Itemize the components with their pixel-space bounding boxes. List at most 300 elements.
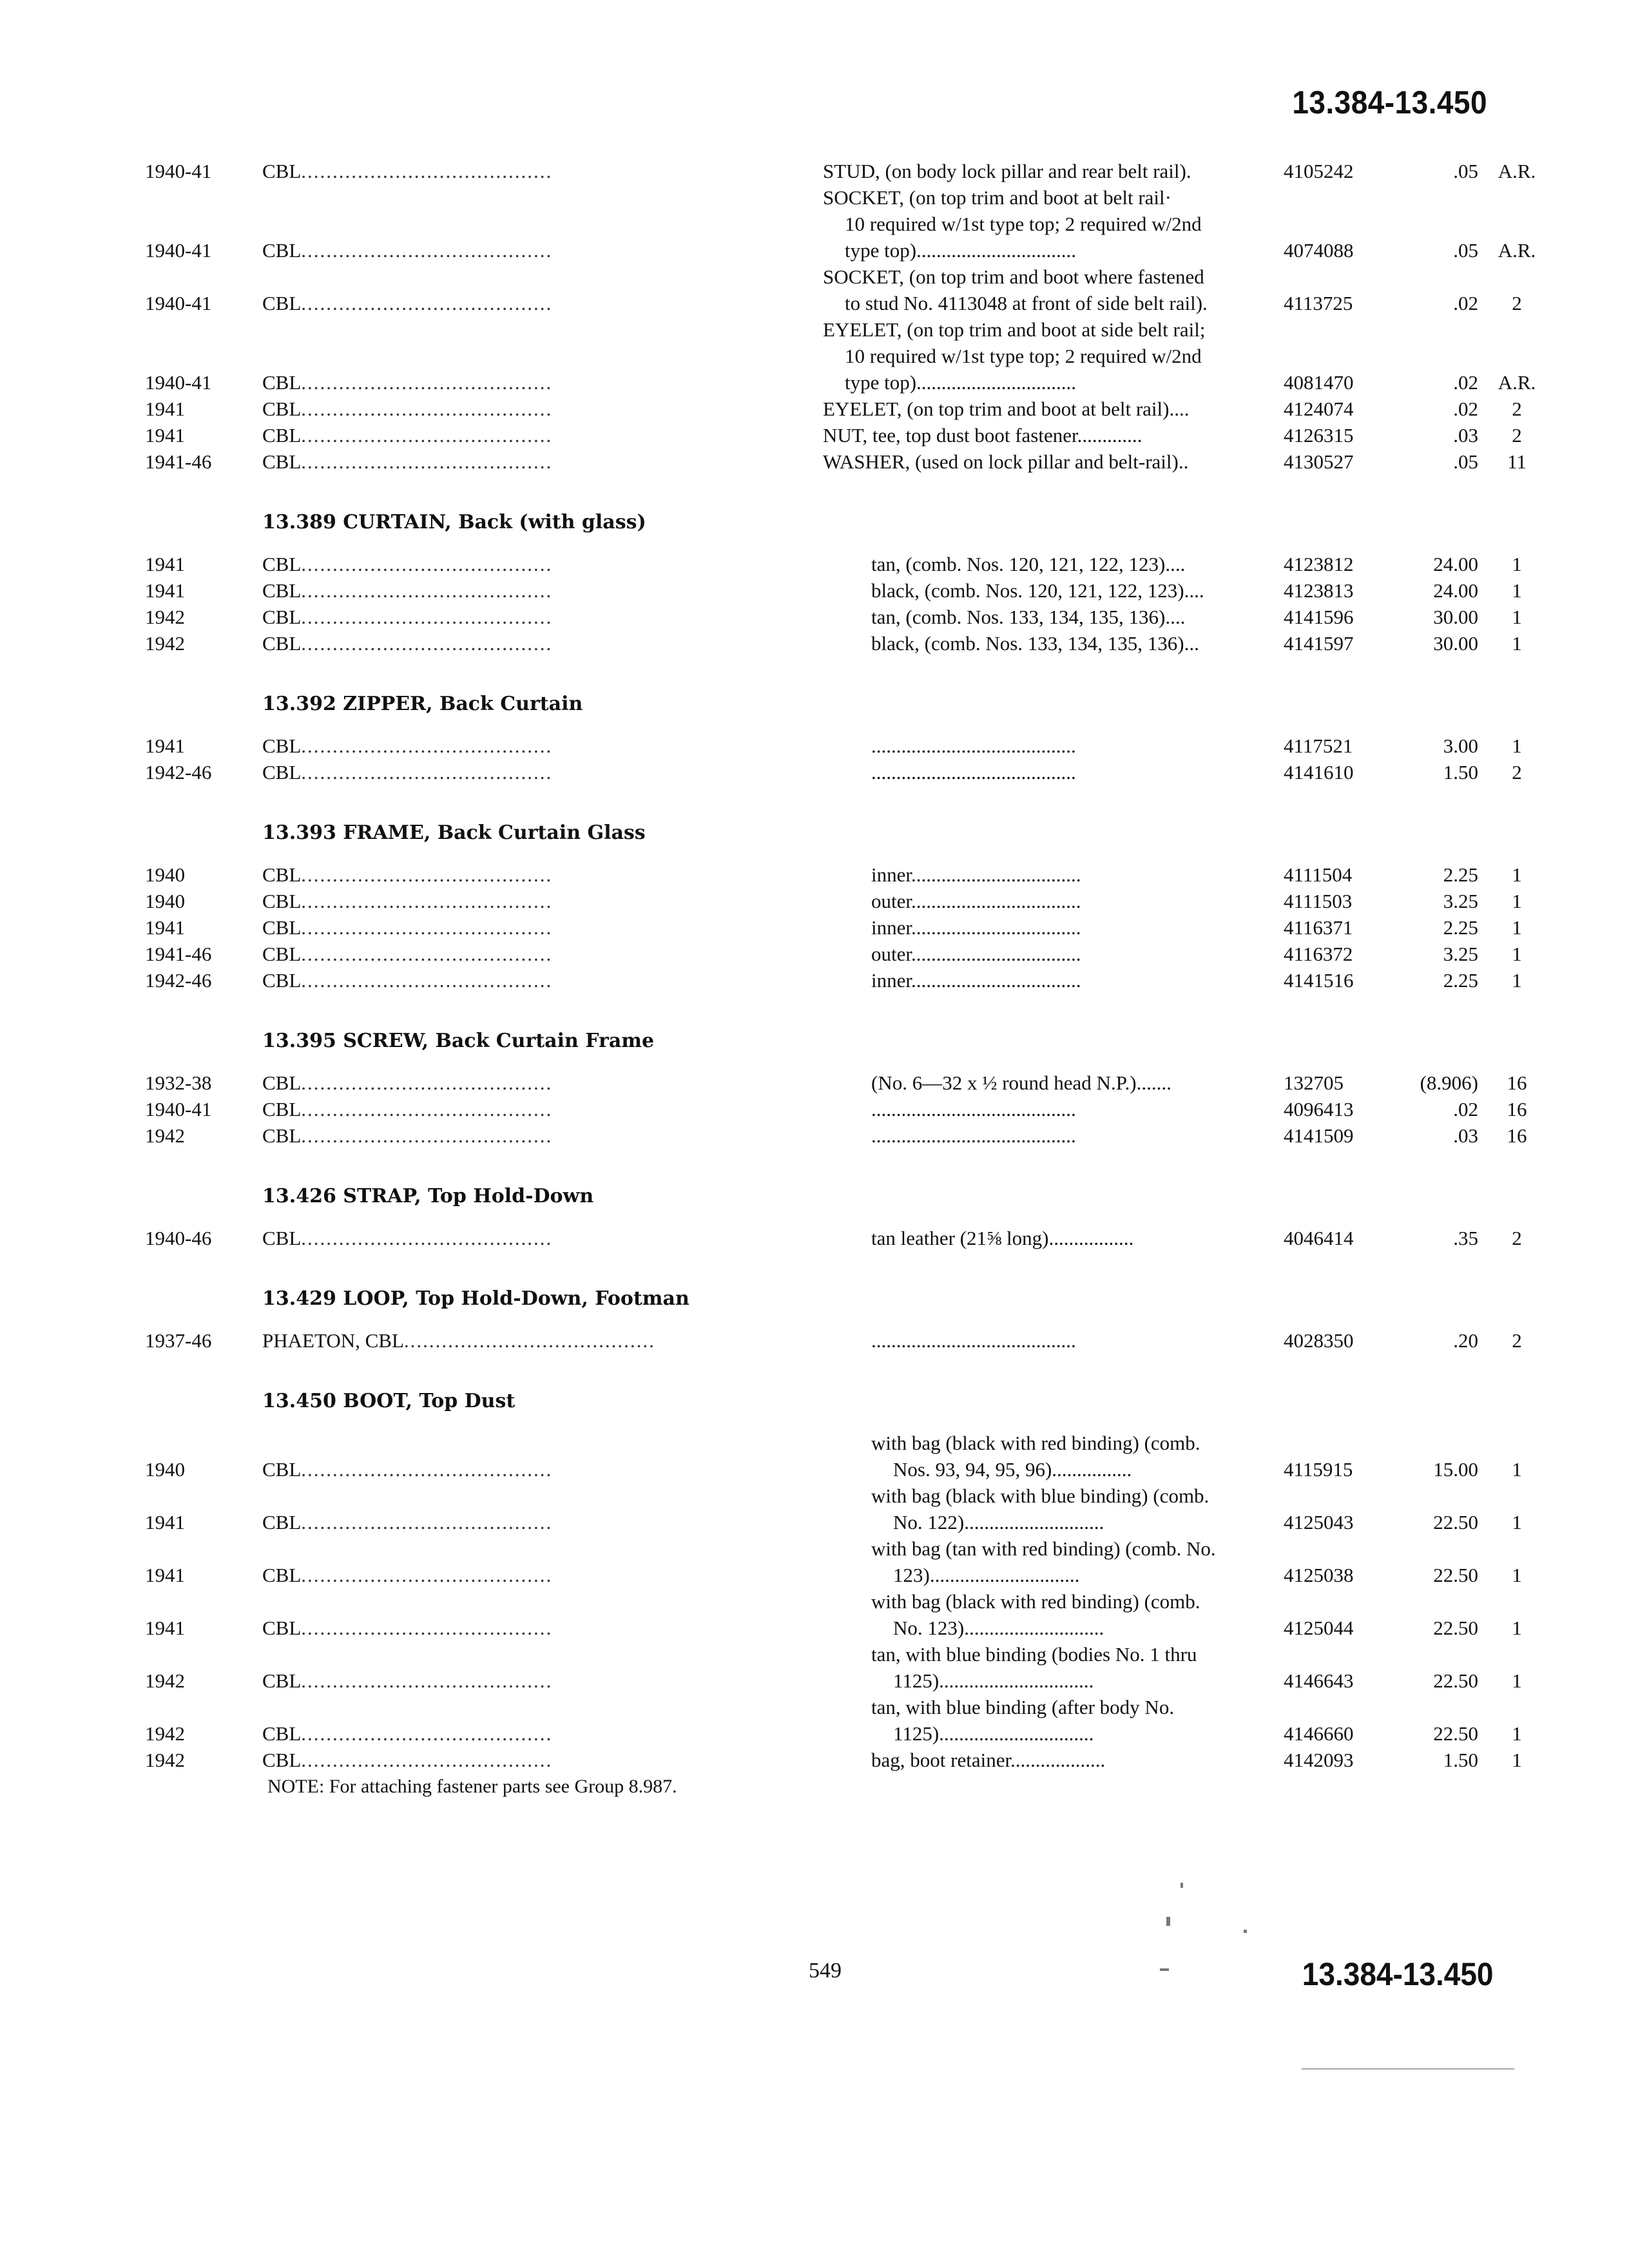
model-cell: [262, 577, 823, 604]
description-cell: [823, 448, 1284, 475]
leader-dots: ........................................: [301, 1458, 553, 1481]
quantity-cell: 1: [1512, 553, 1522, 575]
model-text: CBL: [262, 1124, 302, 1147]
parts-row: [145, 264, 1522, 316]
model-text: CBL: [262, 890, 302, 912]
quantity-cell: 1: [1512, 863, 1522, 886]
leader-dots: ........................................: [301, 371, 553, 394]
leader-dots: ........................................: [301, 160, 553, 182]
description-line: tan, with blue binding (bodies No. 1 thru: [871, 1643, 1197, 1666]
description-line: EYELET, (on top trim and boot at side belt rail;: [823, 318, 1206, 341]
model-cell: [262, 1747, 823, 1773]
model-text: CBL: [262, 1072, 302, 1094]
year-cell: 1942: [145, 606, 185, 628]
section-spacer: [145, 1354, 1492, 1387]
model-text: CBL: [262, 239, 302, 262]
price-cell: .35: [1453, 1227, 1478, 1249]
description-line: tan, (comb. Nos. 120, 121, 122, 123)....: [871, 553, 1186, 575]
description-line: type top)................................: [845, 371, 1077, 394]
part-number-cell: 4046414: [1284, 1227, 1354, 1249]
model-text: CBL: [262, 398, 302, 420]
model-text: CBL: [262, 969, 302, 992]
price-cell: 22.50: [1433, 1564, 1478, 1586]
description-line: 10 required w/1st type top; 2 required w/2nd: [845, 213, 1202, 235]
model-cell: [262, 888, 823, 914]
parts-section: [145, 1149, 1522, 1251]
model-text: CBL: [262, 1669, 302, 1692]
description-cell: [823, 914, 1284, 941]
model-text: CBL: [262, 943, 302, 965]
parts-row: [145, 1747, 1522, 1773]
quantity-cell: 1: [1512, 890, 1522, 912]
year-cell: 1940: [145, 1458, 185, 1481]
part-number-cell: 4123812: [1284, 553, 1354, 575]
description-line: tan leather (21⅝ long).................: [871, 1227, 1134, 1249]
part-number-cell: 132705: [1284, 1072, 1344, 1094]
part-number-cell: 4125038: [1284, 1564, 1354, 1586]
leader-dots: ........................................: [301, 606, 553, 628]
model-text: PHAETON, CBL: [262, 1329, 404, 1352]
model-cell: [262, 604, 823, 630]
scan-speck: [1166, 1917, 1170, 1926]
price-cell: .05: [1453, 450, 1478, 473]
model-text: CBL: [262, 1617, 302, 1639]
description-cell: [823, 551, 1284, 577]
part-number-cell: 4113725: [1284, 292, 1353, 314]
part-number-cell: 4116371: [1284, 916, 1353, 939]
quantity-cell: 1: [1512, 1511, 1522, 1533]
quantity-cell: 1: [1512, 1669, 1522, 1692]
quantity-cell: 11: [1507, 450, 1527, 473]
quantity-cell: 1: [1512, 632, 1522, 655]
description-cell: [823, 1070, 1284, 1096]
quantity-cell: 1: [1512, 735, 1522, 757]
model-cell: [262, 759, 823, 785]
description-line: with bag (tan with red binding) (comb. No.: [871, 1537, 1216, 1560]
parts-row: [145, 448, 1527, 475]
year-cell: 1940-41: [145, 1098, 212, 1120]
page-footer-range: 13.384-13.450: [1302, 1956, 1494, 1992]
quantity-cell: 1: [1512, 606, 1522, 628]
section-title: 13.395 SCREW, Back Curtain Frame: [262, 1030, 655, 1052]
section-spacer: [145, 994, 1492, 1027]
description-cell: [823, 577, 1284, 604]
part-number-cell: 4116372: [1284, 943, 1353, 965]
parts-row: [145, 316, 1536, 396]
year-cell: 1941: [145, 1511, 185, 1533]
leader-dots: ........................................: [301, 1098, 553, 1120]
parts-section: [145, 475, 1522, 657]
price-cell: 3.25: [1443, 943, 1478, 965]
part-number-cell: 4124074: [1284, 398, 1354, 420]
price-cell: 3.00: [1443, 735, 1478, 757]
model-cell: [262, 158, 823, 184]
price-cell: 24.00: [1433, 579, 1478, 602]
description-cell: [823, 422, 1284, 448]
model-cell: [262, 1562, 823, 1588]
model-text: CBL: [262, 1098, 302, 1120]
scan-speck: [1160, 1968, 1169, 1971]
model-cell: [262, 967, 823, 994]
price-cell: 2.25: [1443, 863, 1478, 886]
description-cell: [823, 1122, 1284, 1149]
price-cell: 22.50: [1433, 1511, 1478, 1533]
year-cell: 1941-46: [145, 450, 212, 473]
model-text: CBL: [262, 579, 302, 602]
description-cell: [823, 1327, 1284, 1354]
parts-row: [145, 1694, 1522, 1747]
description-line: black, (comb. Nos. 120, 121, 122, 123)....: [871, 579, 1204, 602]
price-cell: 22.50: [1433, 1722, 1478, 1745]
page-number: 549: [809, 1959, 842, 1983]
description-cell: [823, 396, 1284, 422]
section-spacer: [145, 475, 1492, 508]
description-cell: [823, 1483, 1284, 1535]
part-number-cell: 4141516: [1284, 969, 1354, 992]
leader-dots: ........................................: [301, 450, 553, 473]
model-cell: [262, 914, 823, 941]
section-title: 13.389 CURTAIN, Back (with glass): [262, 511, 646, 533]
parts-row: [145, 1535, 1522, 1588]
model-text: CBL: [262, 553, 302, 575]
description-line: No. 122)............................: [893, 1511, 1104, 1533]
year-cell: 1942: [145, 1749, 185, 1771]
model-cell: [262, 290, 823, 316]
model-text: CBL: [262, 1749, 302, 1771]
leader-dots: ........................................: [403, 1329, 655, 1352]
model-cell: [262, 1667, 823, 1694]
description-line: bag, boot retainer...................: [871, 1749, 1106, 1771]
description-line: STUD, (on body lock pillar and rear belt rail).: [823, 160, 1191, 182]
description-line: tan, (comb. Nos. 133, 134, 135, 136)....: [871, 606, 1186, 628]
quantity-cell: 1: [1512, 1749, 1522, 1771]
quantity-cell: 16: [1507, 1124, 1527, 1147]
description-cell: [823, 733, 1284, 759]
quantity-cell: A.R.: [1498, 160, 1536, 182]
leader-dots: ........................................: [301, 424, 553, 447]
part-number-cell: 4146643: [1284, 1669, 1354, 1692]
model-cell: [262, 1225, 823, 1251]
year-cell: 1940-41: [145, 239, 212, 262]
year-cell: 1940: [145, 863, 185, 886]
description-cell: [823, 1096, 1284, 1122]
part-number-cell: 4081470: [1284, 371, 1354, 394]
model-cell: [262, 1456, 823, 1483]
model-cell: [262, 551, 823, 577]
price-cell: .20: [1453, 1329, 1478, 1352]
price-cell: 22.50: [1433, 1669, 1478, 1692]
price-cell: 2.25: [1443, 916, 1478, 939]
model-text: CBL: [262, 1227, 302, 1249]
year-cell: 1942-46: [145, 761, 212, 783]
model-cell: [262, 1096, 823, 1122]
model-text: CBL: [262, 371, 302, 394]
parts-row: [145, 630, 1522, 657]
year-cell: 1942: [145, 1124, 185, 1147]
description-cell: [823, 184, 1284, 264]
year-cell: 1941: [145, 735, 185, 757]
scan-speck: [1181, 1883, 1183, 1888]
parts-section: [145, 1354, 1522, 1773]
year-cell: 1941: [145, 916, 185, 939]
part-number-cell: 4123813: [1284, 579, 1354, 602]
parts-row: [145, 1483, 1522, 1535]
parts-row: [145, 604, 1522, 630]
leader-dots: ........................................: [301, 735, 553, 757]
model-cell: [262, 1509, 823, 1535]
price-cell: 24.00: [1433, 553, 1478, 575]
description-line: SOCKET, (on top trim and boot where fastened: [823, 265, 1204, 288]
year-cell: 1941-46: [145, 943, 212, 965]
quantity-cell: 16: [1507, 1072, 1527, 1094]
leader-dots: ........................................: [301, 1722, 553, 1745]
year-cell: 1941: [145, 1564, 185, 1586]
year-cell: 1940-41: [145, 292, 212, 314]
parts-row: [145, 1070, 1527, 1096]
parts-row: [145, 941, 1522, 967]
leader-dots: ........................................: [301, 1749, 553, 1771]
description-line: tan, with blue binding (after body No.: [871, 1696, 1175, 1718]
description-cell: [823, 1641, 1284, 1694]
quantity-cell: 2: [1512, 424, 1522, 447]
description-line: (No. 6—32 x ½ round head N.P.).......: [871, 1072, 1171, 1094]
parts-section: [145, 994, 1527, 1149]
leader-dots: ........................................: [301, 1511, 553, 1533]
parts-row: [145, 914, 1522, 941]
model-text: CBL: [262, 1458, 302, 1481]
year-cell: 1940-41: [145, 160, 212, 182]
description-line: .........................................: [871, 761, 1076, 783]
year-cell: 1942: [145, 1722, 185, 1745]
description-line: black, (comb. Nos. 133, 134, 135, 136)...: [871, 632, 1199, 655]
leader-dots: ........................................: [301, 1072, 553, 1094]
parts-row: [145, 396, 1522, 422]
parts-row: [145, 1327, 1522, 1354]
description-line: No. 123)............................: [893, 1617, 1104, 1639]
section-title: 13.429 LOOP, Top Hold-Down, Footman: [262, 1287, 689, 1310]
parts-row: [145, 888, 1522, 914]
model-cell: [262, 448, 823, 475]
quantity-cell: 1: [1512, 1458, 1522, 1481]
model-text: CBL: [262, 1564, 302, 1586]
scan-speck: [1244, 1930, 1247, 1933]
year-cell: 1937-46: [145, 1329, 212, 1352]
description-line: inner..................................: [871, 916, 1081, 939]
model-cell: [262, 630, 823, 657]
quantity-cell: 2: [1512, 292, 1522, 314]
model-cell: [262, 1122, 823, 1149]
parts-section: [145, 657, 1522, 785]
part-number-cell: 4142093: [1284, 1749, 1354, 1771]
section-spacer: [145, 1149, 1492, 1182]
model-text: CBL: [262, 1511, 302, 1533]
price-cell: 22.50: [1433, 1617, 1478, 1639]
parts-row: [145, 1122, 1527, 1149]
model-cell: [262, 396, 823, 422]
price-cell: 15.00: [1433, 1458, 1478, 1481]
price-cell: .05: [1453, 160, 1478, 182]
price-cell: 1.50: [1443, 761, 1478, 783]
parts-row: [145, 1225, 1522, 1251]
price-cell: .05: [1453, 239, 1478, 262]
description-line: 123)..............................: [893, 1564, 1080, 1586]
description-line: outer..................................: [871, 943, 1081, 965]
leader-dots: ........................................: [301, 1564, 553, 1586]
year-cell: 1941: [145, 398, 185, 420]
model-text: CBL: [262, 160, 302, 182]
year-cell: 1941: [145, 424, 185, 447]
model-text: CBL: [262, 632, 302, 655]
description-cell: [823, 1535, 1284, 1588]
year-cell: 1940-46: [145, 1227, 212, 1249]
description-line: outer..................................: [871, 890, 1081, 912]
parts-row: [145, 967, 1522, 994]
footnote: NOTE: For attaching fastener parts see Group 8.987.: [267, 1776, 677, 1797]
description-line: Nos. 93, 94, 95, 96)................: [893, 1458, 1132, 1481]
part-number-cell: 4115915: [1284, 1458, 1353, 1481]
leader-dots: ........................................: [301, 863, 553, 886]
price-cell: 30.00: [1433, 606, 1478, 628]
part-number-cell: 4146660: [1284, 1722, 1354, 1745]
model-cell: [262, 941, 823, 967]
section-spacer: [145, 785, 1492, 819]
price-cell: 1.50: [1443, 1749, 1478, 1771]
year-cell: 1940: [145, 890, 185, 912]
model-cell: [262, 1720, 823, 1747]
section-title: 13.426 STRAP, Top Hold-Down: [262, 1185, 594, 1207]
description-line: 1125)...............................: [893, 1722, 1094, 1745]
price-cell: .02: [1453, 292, 1478, 314]
description-line: .........................................: [871, 735, 1076, 757]
price-cell: 30.00: [1433, 632, 1478, 655]
section-title: 13.392 ZIPPER, Back Curtain: [262, 693, 583, 715]
description-line: with bag (black with red binding) (comb.: [871, 1432, 1200, 1454]
leader-dots: ........................................: [301, 632, 553, 655]
leader-dots: ........................................: [301, 239, 553, 262]
parts-row: [145, 861, 1522, 888]
description-cell: [823, 888, 1284, 914]
part-number-cell: 4111503: [1284, 890, 1353, 912]
parts-row: [145, 158, 1536, 184]
quantity-cell: A.R.: [1498, 371, 1536, 394]
part-number-cell: 4096413: [1284, 1098, 1354, 1120]
description-cell: [823, 1225, 1284, 1251]
price-cell: 3.25: [1443, 890, 1478, 912]
part-number-cell: 4125043: [1284, 1511, 1354, 1533]
price-cell: .02: [1453, 371, 1478, 394]
part-number-cell: 4141596: [1284, 606, 1354, 628]
description-line: 10 required w/1st type top; 2 required w/2nd: [845, 345, 1202, 367]
model-cell: [262, 1070, 823, 1096]
year-cell: 1941: [145, 1617, 185, 1639]
year-cell: 1942-46: [145, 969, 212, 992]
model-text: CBL: [262, 735, 302, 757]
description-line: NUT, tee, top dust boot fastener.............: [823, 424, 1142, 447]
leader-dots: ........................................: [301, 1124, 553, 1147]
model-text: CBL: [262, 450, 302, 473]
description-cell: [823, 861, 1284, 888]
price-cell: (8.906): [1420, 1072, 1478, 1094]
model-text: CBL: [262, 863, 302, 886]
description-cell: [823, 967, 1284, 994]
leader-dots: ........................................: [301, 398, 553, 420]
leader-dots: ........................................: [301, 579, 553, 602]
part-number-cell: 4141509: [1284, 1124, 1354, 1147]
description-line: with bag (black with red binding) (comb.: [871, 1590, 1200, 1613]
section-spacer: [145, 1251, 1492, 1285]
parts-row: [145, 733, 1522, 759]
description-cell: [823, 316, 1284, 396]
description-cell: [823, 158, 1284, 184]
year-cell: 1941: [145, 579, 185, 602]
year-cell: 1942: [145, 1669, 185, 1692]
year-cell: 1941: [145, 553, 185, 575]
quantity-cell: 16: [1507, 1098, 1527, 1120]
model-cell: [262, 733, 823, 759]
model-text: CBL: [262, 916, 302, 939]
parts-section: [145, 785, 1522, 994]
parts-listing: [145, 158, 1536, 1798]
leader-dots: ........................................: [301, 1669, 553, 1692]
description-line: inner..................................: [871, 863, 1081, 886]
parts-row: [145, 1096, 1527, 1122]
description-cell: [823, 1747, 1284, 1773]
parts-row: [145, 1641, 1522, 1694]
description-line: .........................................: [871, 1098, 1076, 1120]
leader-dots: ........................................: [301, 1227, 553, 1249]
part-number-cell: 4141597: [1284, 632, 1354, 655]
leader-dots: ........................................: [301, 916, 553, 939]
description-line: .........................................: [871, 1124, 1076, 1147]
leader-dots: ........................................: [301, 292, 553, 314]
parts-row: [145, 551, 1522, 577]
quantity-cell: 2: [1512, 398, 1522, 420]
quantity-cell: 2: [1512, 1227, 1522, 1249]
part-number-cell: 4130527: [1284, 450, 1354, 473]
description-line: WASHER, (used on lock pillar and belt-rail)..: [823, 450, 1189, 473]
model-cell: [262, 422, 823, 448]
parts-row: [145, 577, 1522, 604]
description-line: SOCKET, (on top trim and boot at belt rail·: [823, 186, 1171, 209]
quantity-cell: 1: [1512, 579, 1522, 602]
description-line: type top)................................: [845, 239, 1077, 262]
leader-dots: ........................................: [301, 890, 553, 912]
model-text: CBL: [262, 1722, 302, 1745]
description-cell: [823, 1694, 1284, 1747]
price-cell: 2.25: [1443, 969, 1478, 992]
section-title: 13.393 FRAME, Back Curtain Glass: [262, 822, 646, 844]
section-title: 13.450 BOOT, Top Dust: [262, 1390, 516, 1412]
quantity-cell: 1: [1512, 1722, 1522, 1745]
quantity-cell: 1: [1512, 1564, 1522, 1586]
parts-row: [145, 422, 1522, 448]
leader-dots: ........................................: [301, 553, 553, 575]
price-cell: .03: [1453, 424, 1478, 447]
parts-row: [145, 1430, 1522, 1483]
model-cell: [262, 369, 823, 396]
leader-dots: ........................................: [301, 943, 553, 965]
leader-dots: ........................................: [301, 761, 553, 783]
quantity-cell: 1: [1512, 1617, 1522, 1639]
model-text: CBL: [262, 606, 302, 628]
quantity-cell: 1: [1512, 916, 1522, 939]
model-text: CBL: [262, 761, 302, 783]
leader-dots: ........................................: [301, 969, 553, 992]
description-line: EYELET, (on top trim and boot at belt rail)....: [823, 398, 1190, 420]
model-cell: [262, 1327, 823, 1354]
part-number-cell: 4141610: [1284, 761, 1354, 783]
leader-dots: ........................................: [301, 1617, 553, 1639]
